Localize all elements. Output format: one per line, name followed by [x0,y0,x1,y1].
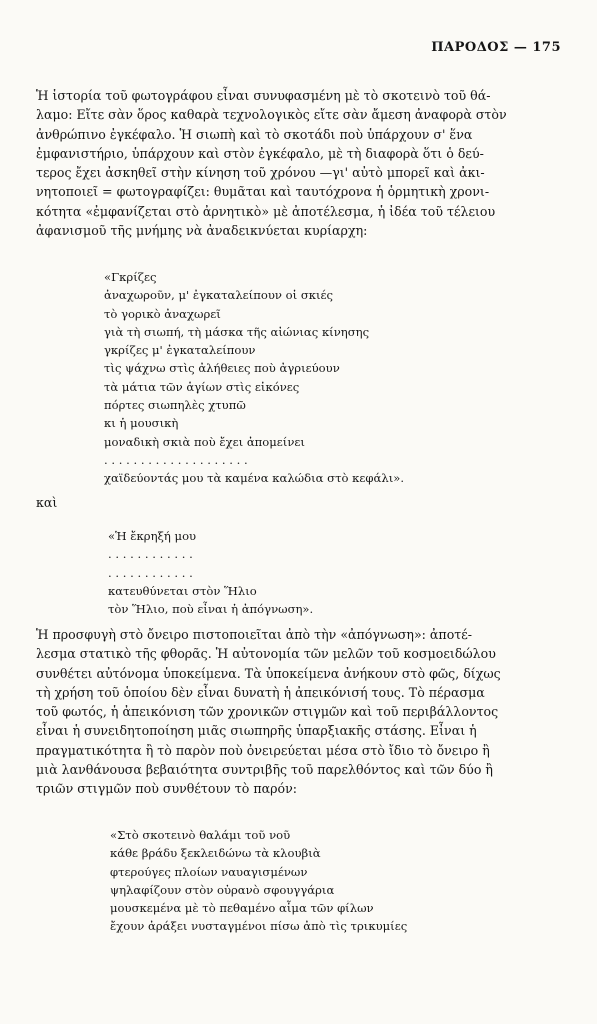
text-line: ἀφανισμοῦ τῆς μνήμης νὰ ἀναδεικνύεται κυρίαρχη: [36,223,368,239]
poem-line: «Ἡ ἔκρηξή μου [108,529,197,543]
poem-excerpt-2 [108,527,313,618]
poem-line: κάθε βράδυ ξεκλειδώνω τὰ κλουβιὰ [110,846,321,861]
poem-line: «Στὸ σκοτεινὸ θαλάμι τοῦ νοῦ [110,828,291,842]
poem-line: φτερούγες πλοίων ναυαγισμένων [110,864,308,879]
text-line: πραγματικότητα ἢ τὸ παρὸν ποὺ ὀνειρεύεται μέσα στὸ ἴδιο τὸ ὄνειρο ἢ [36,742,490,758]
poem-line: τὸ γορικὸ ἀναχωρεῖ [104,306,221,321]
text-line: λεσμα στατικὸ τῆς φθορᾶς. Ἡ αὐτονομία τῶν μελῶν τοῦ κοσμοειδώλου [36,646,496,662]
poem-line: γιὰ τὴ σιωπή, τὴ μάσκα τῆς αἰώνιας κίνησης [104,324,370,339]
poem-line: ψηλαφίζουν στὸν οὐρανὸ σφουγγάρια [110,882,335,897]
text-line: τοῦ φωτός, ἡ ἀπεικόνιση τῶν χρονικῶν στιγμῶν καὶ τοῦ περιβάλλοντος [36,704,499,720]
poem-line: . . . . . . . . . . . . . . . . . . . . [104,452,248,467]
poem-line: ἀναχωροῦν, μ' ἐγκαταλείπουν οἱ σκιές [104,288,334,303]
text-line: τριῶν στιγμῶν ποὺ συνθέτουν τὸ παρόν: [36,781,297,797]
text-line: εἶναι ἡ συνειδητοποίηση μιᾶς σιωπηρῆς ὑπαρξιακῆς στάσης. Εἶναι ἡ [36,723,477,739]
poem-line: γκρίζες μ' ἐγκαταλείπουν [104,343,256,358]
poem-line: . . . . . . . . . . . . [108,565,193,580]
poem-excerpt-3 [110,826,407,936]
text-line: νητοποιεῖ = φωτογραφίζει: θυμᾶται καὶ ταυτόχρονα ἡ ὁρμητικὴ χρονι- [36,184,490,200]
poem-excerpt-1 [104,268,404,488]
text-line: ἐμφανιστήριο, ὑπάρχουν καὶ στὸν ἐγκέφαλο, μὲ τὴ διαφορὰ ὅτι ὁ δεύ- [36,145,484,161]
poem-line: κι ἡ μουσικὴ [104,416,179,431]
poem-line: μοναδικὴ σκιὰ ποὺ ἔχει ἀπομείνει [104,434,305,449]
text-line: τὴ χρήση τοῦ ὁποίου δὲν εἶναι δυνατὴ ἡ ἀπεικόνισή τους. Τὸ πέρασμα [36,684,485,700]
poem-line: κατευθύνεται στὸν Ἥλιο [108,583,257,598]
poem-line: ἔχουν ἀράξει νυσταγμένοι πίσω ἀπὸ τὶς τρικυμίες [110,919,408,934]
text-line: μιὰ λανθάνουσα βεβαιότητα συντριβῆς τοῦ παρελθόντος καὶ τῶν δύο ἢ [36,762,493,778]
poem-line: . . . . . . . . . . . . [108,547,193,562]
text-line: κότητα «ἐμφανίζεται στὸ ἀρνητικὸ» μὲ ἀποτέλεσμα, ἡ ἰδέα τοῦ τέλειου [36,203,496,219]
text-line: λαμο: Εἴτε σὰν ὅρος καθαρὰ τεχνολογικὸς εἴτε σὰν ἄμεση ἀναφορὰ στὸν [36,107,507,123]
text-line: Ἡ προσφυγὴ στὸ ὄνειρο πιστοποιεῖται ἀπὸ τὴν «ἀπόγνωση»: ἀποτέ- [36,627,473,642]
text-line: ἀνθρώπινο ἐγκέφαλο. Ἡ σιωπὴ καὶ τὸ σκοτάδι ποὺ ὑπάρχουν σ' ἕνα [36,126,473,142]
poem-line: τὶς ψάχνω στὶς ἀλήθειες ποὺ ἀγριεύουν [104,361,340,376]
running-header: ΠΑΡΟΔΟΣ — 175 [431,40,561,55]
text-line: τερος ἔχει ἀσκηθεῖ στὴν κίνηση τοῦ χρόνου —γι' αὐτὸ μπορεῖ καὶ ἀκι- [36,165,485,181]
poem-line: χαϊδεύοντάς μου τὰ καμένα καλώδια στὸ κεφάλι». [104,471,405,486]
conjunction-kai: καὶ [36,495,58,510]
poem-line: «Γκρίζες [104,270,157,284]
paragraph-1 [36,86,571,240]
poem-line: τὰ μάτια τῶν ἁγίων στὶς εἰκόνες [104,379,300,394]
text-line: συνθέτει αὐτόνομα ὑποκείμενα. Τὰ ὑποκείμενα ἀνήκουν στὸ φῶς, δίχως [36,665,501,681]
poem-line: πόρτες σιωπηλὲς χτυπῶ [104,398,246,413]
poem-line: τὸν Ἥλιο, ποὺ εἶναι ἡ ἀπόγνωση». [108,602,314,617]
poem-line: μουσκεμένα μὲ τὸ πεθαμένο αἷμα τῶν φίλων [110,901,374,916]
text-line: Ἡ ἱστορία τοῦ φωτογράφου εἶναι συνυφασμένη μὲ τὸ σκοτεινὸ τοῦ θά- [36,88,491,103]
paragraph-2 [36,625,571,799]
